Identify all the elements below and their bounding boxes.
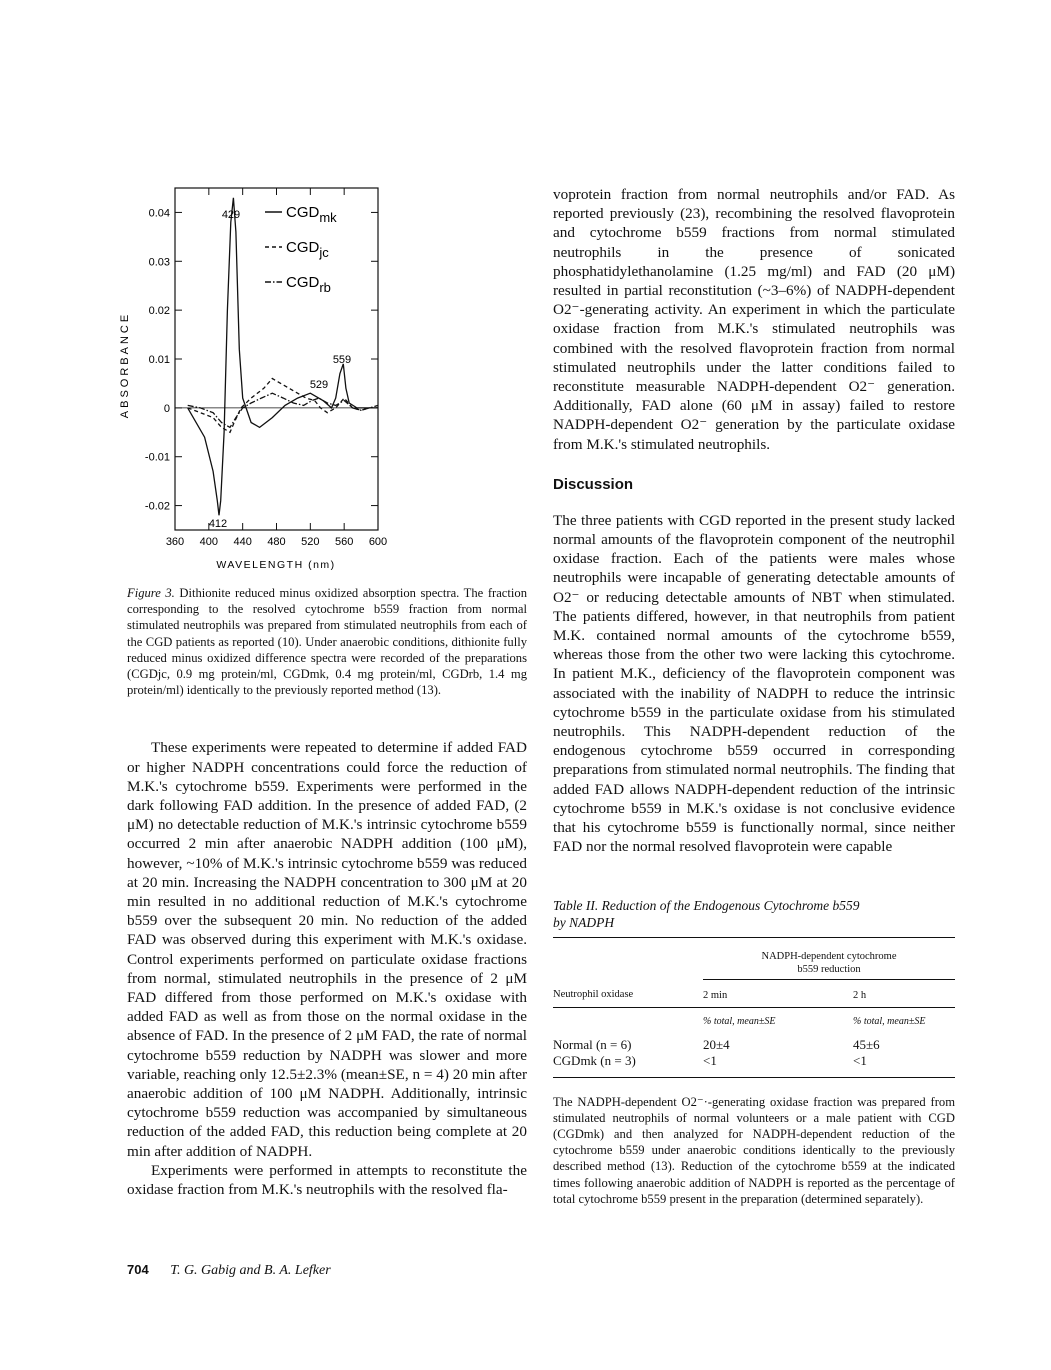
figure-caption	[127, 585, 527, 698]
body-paragraph: These experiments were repeated to determine if added FAD or higher NADPH concentrations could force the reduction of M.K.'s cytochrome b559. Experiments were performed in the dark following FAD addition. In the presence of added FAD, (2 μM) no detectable reduction of M.K.'s intrinsic cytochrome b559 occurred 2 min after anaerobic NADPH addition (100 μM), however, ~10% of M.K.'s intrinsic cytochrome b559 was reduced at 20 min. Increasing the NADPH concentration to 300 μM at 20 min resulted in no additional reduction of M.K.'s cytochrome b559 over the subsequent 20 min. No reduction of the added FAD was observed during this experiment with M.K.'s oxidase. Control experiments performed on particulate oxidase fractions from normal, stimulated neutrophils in the presence of 2 μM FAD differed from those performed on M.K.'s oxidase with added FAD as well as from those on the normal oxidase in the absence of FAD. In the presence of 2 μM FAD, the rate of normal cytochrome b559 reduction by NADPH was slower and more variable, reaching only 12.5±2.3% (mean±SE, n = 4) 20 min after anaerobic addition of 100 μM NADPH. Additionally, intrinsic cytochrome b559 reduction was accompanied by simultaneous reduction of the added FAD, this reduction being complete at 20 min after addition of NADPH.	[127, 739, 527, 1160]
x-tick-label: 520	[301, 536, 320, 548]
y-tick-label: -0.01	[144, 451, 170, 464]
unit-label: % total, mean±SE	[853, 1015, 926, 1027]
peak-label: 529	[309, 379, 329, 391]
col-header-2h: 2 h	[853, 989, 867, 1001]
table-row: Normal (n = 6) 20±4 45±6	[553, 1036, 880, 1052]
page-footer	[127, 1262, 331, 1279]
legend-label: CGDmk	[286, 204, 337, 225]
figure-caption-text: Dithionite reduced minus oxidized absorption spectra. The fraction corresponding to the resolved cytochrome b559 fraction from normal stimulated neutrophils was prepared from stimulated neutrophils from each of the CGD patients as reported (10). Under anaerobic conditions, dithionite fully reduced minus oxidized difference spectra were recorded of the preparations (CGDjc, 0.9 mg protein/ml, CGDmk, 0.4 mg protein/ml, CGDrb, 1.4 mg protein/ml) identically to the previously reported method (13).	[127, 586, 527, 698]
x-tick-label: 360	[165, 536, 185, 548]
body-paragraph: The three patients with CGD reported in the present study lacked normal amounts of the flavoprotein component of the neutrophil oxidase fraction. Each of the patients were males whose neutrophils were incapable of generating detectable amounts of O2⁻ or reducing detectable amounts of NBT when stimulated. The patients differed, however, in that neutrophils from patient M.K. contained normal amounts of the cytochrome b559, whereas those from the other two were lacking this cytochrome. In patient M.K., deficiency of the flavoprotein component was associated with the inability of NADPH to reduce the intrinsic cytochrome b559 in the particulate oxidase from his stimulated neutrophils. This NADPH-dependent reduction of the endogenous cytochrome b559 occurred in corresponding preparations from stimulated normal neutrophils. The finding that added FAD allows NADPH-dependent reduction of the intrinsic cytochrome b559 in M.K.'s oxidase is not conclusive evidence that his cytochrome b559 is functionally normal, since neither FAD nor the normal resolved flavoprotein were capable	[553, 511, 955, 856]
unit-label: % total, mean±SE	[703, 1015, 776, 1027]
body-paragraph: voprotein fraction from normal neutrophils and/or FAD. As reported previously (23), recombining the resolved flavoprotein and cytochrome b559 fractions from normal stimulated neutrophils in the presence of sonicated phosphatidylethanolamine (1.25 mg/ml) and FAD (20 μM) resulted in partial reconstitution (~3–6%) of NADPH-dependent O2⁻-generating activity. An experiment in which the particulate oxidase fraction from M.K.'s stimulated neutrophils was combined with the resolved flavoprotein fraction from normal stimulated neutrophils under the latter conditions failed to reconstitute measurable NADPH-dependent O2⁻ generation. Additionally, FAD alone (60 μM in assay) failed to restore NADPH-dependent O2⁻ generation by the particulate oxidase from M.K.'s stimulated neutrophils.	[553, 186, 955, 453]
y-tick-label: -0.02	[144, 500, 170, 513]
x-tick-label: 560	[334, 536, 354, 548]
table-footnote: The NADPH-dependent O2⁻·-generating oxidase fraction was prepared from stimulated neutrophils of normal volunteers or a male patient with CGD (CGDmk) and then analyzed for NADPH-dependent reduction of the cytochrome b559 under anaerobic conditions identically to the previously described method (13). Reduction of the cytochrome b559 at the indicated times following anaerobic addition of NADPH is reported as the percentage of total cytochrome b559 present in the preparation (determined separately).	[553, 1094, 955, 1206]
data-table	[553, 937, 955, 1078]
x-tick-label: 440	[233, 536, 252, 548]
group-header: NADPH-dependent cytochrome b559 reduction	[703, 937, 955, 979]
legend-label: CGDjc	[286, 239, 329, 260]
body-paragraph: Experiments were performed in attempts to reconstitute the oxidase fraction from M.K.'s neutrophils with the resolved fla-	[127, 1161, 527, 1199]
y-tick-label: 0	[163, 402, 170, 415]
section-heading: Discussion	[553, 475, 634, 493]
table-row: CGDmk (n = 3) <1 <1	[553, 1053, 955, 1078]
y-tick-label: 0.03	[148, 256, 170, 269]
authors: T. G. Gabig and B. A. Lefker	[170, 1263, 331, 1278]
table-title: Table II. Reduction of the Endogenous Cytochrome b559 by NADPH	[553, 897, 860, 930]
left-column	[127, 185, 527, 1199]
y-tick-label: 0.04	[148, 207, 170, 220]
x-tick-label: 480	[267, 536, 286, 548]
y-tick-label: 0.01	[148, 354, 170, 366]
y-tick-label: 0.02	[148, 305, 170, 318]
peak-label: 559	[332, 354, 352, 366]
row-header: Neutrophil oxidase	[553, 989, 634, 1001]
legend-label: CGDrb	[286, 274, 331, 295]
x-tick-label: 400	[199, 536, 219, 548]
page-number: 704	[127, 1262, 149, 1277]
peak-label: 412	[208, 518, 228, 530]
table-2	[553, 897, 955, 1207]
col-header-2min: 2 min	[703, 989, 728, 1001]
x-tick-label: 600	[368, 536, 388, 548]
right-column	[553, 185, 955, 1207]
figure-caption-label: Figure 3.	[127, 586, 175, 600]
y-axis-label: ABSORBANCE	[119, 311, 131, 419]
peak-label: 429	[221, 209, 241, 221]
x-axis-label: WAVELENGTH (nm)	[216, 559, 336, 571]
